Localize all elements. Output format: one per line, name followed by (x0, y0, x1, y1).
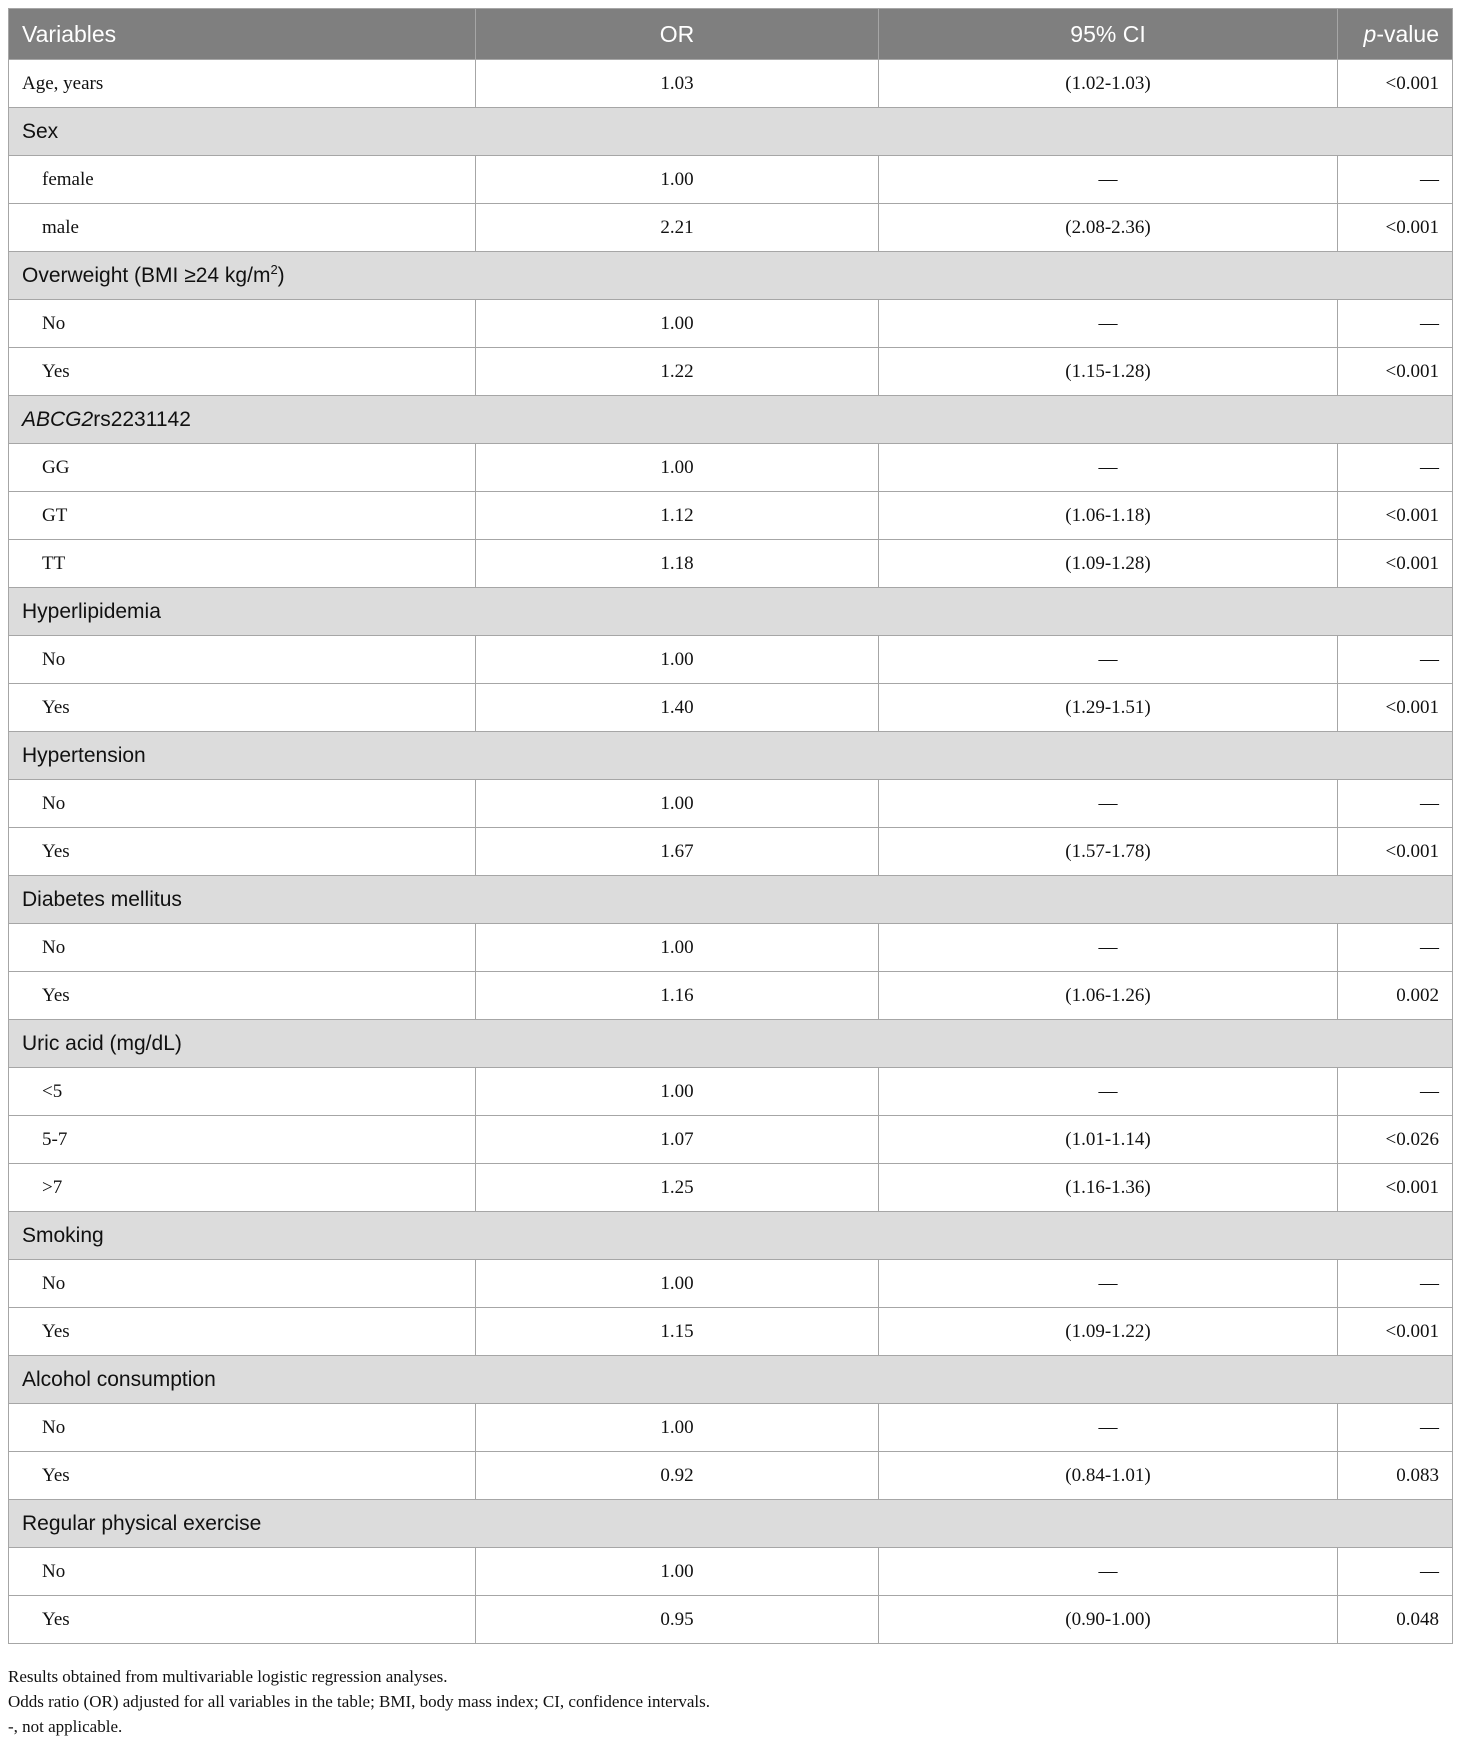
p-value-cell: — (1338, 1404, 1453, 1452)
variable-cell: Yes (9, 348, 476, 396)
variable-cell: Yes (9, 972, 476, 1020)
ci-cell: — (879, 636, 1338, 684)
variable-cell: Yes (9, 828, 476, 876)
variable-cell: female (9, 156, 476, 204)
group-header-row (9, 732, 1453, 780)
p-value-cell: — (1338, 924, 1453, 972)
group-label-superscript: 2 (270, 261, 278, 277)
header-variables: Variables (9, 9, 476, 60)
variable-cell: >7 (9, 1164, 476, 1212)
or-cell: 1.40 (476, 684, 879, 732)
ci-cell: (1.29-1.51) (879, 684, 1338, 732)
or-cell: 1.00 (476, 924, 879, 972)
ci-cell: (1.09-1.28) (879, 540, 1338, 588)
table-row (9, 1308, 1453, 1356)
table-row (9, 156, 1453, 204)
footnote-2: Odds ratio (OR) adjusted for all variables in the table; BMI, body mass index; CI, confidence intervals. (8, 1692, 711, 1711)
group-label (9, 1500, 1453, 1548)
group-label-suffix: ) (277, 263, 285, 287)
p-value-cell: — (1338, 636, 1453, 684)
ci-cell: — (879, 1548, 1338, 1596)
or-cell: 1.18 (476, 540, 879, 588)
p-value-cell: 0.048 (1338, 1596, 1453, 1644)
header-p-italic: p (1363, 20, 1377, 47)
p-value-cell: <0.001 (1338, 828, 1453, 876)
table-row (9, 1596, 1453, 1644)
or-cell: 1.25 (476, 1164, 879, 1212)
table-row (9, 540, 1453, 588)
or-cell: 1.03 (476, 60, 879, 108)
variable-cell: male (9, 204, 476, 252)
group-label-text: Hypertension (22, 743, 146, 767)
or-cell: 1.00 (476, 444, 879, 492)
or-cell: 0.95 (476, 1596, 879, 1644)
p-value-cell: — (1338, 780, 1453, 828)
variable-cell: No (9, 1260, 476, 1308)
or-cell: 1.00 (476, 156, 879, 204)
variable-cell: GT (9, 492, 476, 540)
group-label-text: Alcohol consumption (22, 1367, 216, 1391)
ci-cell: — (879, 1260, 1338, 1308)
ci-cell: — (879, 924, 1338, 972)
or-cell: 1.12 (476, 492, 879, 540)
group-label (9, 252, 1453, 300)
table-row (9, 1452, 1453, 1500)
variable-cell: TT (9, 540, 476, 588)
or-cell: 1.00 (476, 780, 879, 828)
ci-cell: — (879, 780, 1338, 828)
p-value-cell: <0.001 (1338, 540, 1453, 588)
p-value-cell: — (1338, 1260, 1453, 1308)
or-cell: 2.21 (476, 204, 879, 252)
group-header-row (9, 876, 1453, 924)
or-cell: 1.22 (476, 348, 879, 396)
group-label (9, 876, 1453, 924)
or-cell: 1.00 (476, 636, 879, 684)
variable-cell: Yes (9, 1308, 476, 1356)
footnote-1: Results obtained from multivariable logistic regression analyses. (8, 1667, 448, 1686)
p-value-cell: 0.002 (1338, 972, 1453, 1020)
p-value-cell: — (1338, 1068, 1453, 1116)
p-value-cell: — (1338, 156, 1453, 204)
group-header-row (9, 108, 1453, 156)
table-row (9, 444, 1453, 492)
results-table-container (8, 8, 1452, 1644)
ci-cell: (1.15-1.28) (879, 348, 1338, 396)
or-cell: 1.07 (476, 1116, 879, 1164)
group-label (9, 108, 1453, 156)
table-row (9, 60, 1453, 108)
group-label-text: Overweight (BMI ≥24 kg/m (22, 263, 271, 287)
group-label-text: Regular physical exercise (22, 1511, 262, 1535)
variable-cell: GG (9, 444, 476, 492)
table-row (9, 1404, 1453, 1452)
table-row (9, 780, 1453, 828)
variable-cell: No (9, 636, 476, 684)
ci-cell: — (879, 156, 1338, 204)
table-row (9, 972, 1453, 1020)
variable-cell: 5-7 (9, 1116, 476, 1164)
group-header-row (9, 252, 1453, 300)
table-row (9, 1068, 1453, 1116)
table-row (9, 492, 1453, 540)
or-cell: 1.00 (476, 1260, 879, 1308)
variable-cell: No (9, 1404, 476, 1452)
p-value-cell: <0.001 (1338, 204, 1453, 252)
or-cell: 1.00 (476, 1404, 879, 1452)
group-label-text: Uric acid (mg/dL) (22, 1031, 182, 1055)
ci-cell: (1.01-1.14) (879, 1116, 1338, 1164)
table-row (9, 1164, 1453, 1212)
group-label-text: Diabetes mellitus (22, 887, 182, 911)
group-label (9, 1212, 1453, 1260)
p-value-cell: — (1338, 1548, 1453, 1596)
group-label-text: Sex (22, 119, 59, 143)
ci-cell: — (879, 300, 1338, 348)
table-body (9, 60, 1453, 1644)
p-value-cell: 0.083 (1338, 1452, 1453, 1500)
p-value-cell: <0.001 (1338, 1164, 1453, 1212)
ci-cell: — (879, 444, 1338, 492)
table-row (9, 1548, 1453, 1596)
table-row (9, 204, 1453, 252)
or-cell: 1.16 (476, 972, 879, 1020)
variable-cell: Age, years (9, 60, 476, 108)
group-label-text: ABCG2 (22, 407, 94, 431)
or-cell: 1.15 (476, 1308, 879, 1356)
ci-cell: (1.06-1.26) (879, 972, 1338, 1020)
group-header-row (9, 1500, 1453, 1548)
odds-ratio-table (8, 8, 1453, 1644)
group-label (9, 732, 1453, 780)
table-row (9, 300, 1453, 348)
p-value-cell: — (1338, 444, 1453, 492)
p-value-cell: <0.001 (1338, 60, 1453, 108)
table-row (9, 1116, 1453, 1164)
ci-cell: (1.06-1.18) (879, 492, 1338, 540)
variable-cell: No (9, 780, 476, 828)
group-header-row (9, 588, 1453, 636)
table-row (9, 1260, 1453, 1308)
variable-cell: No (9, 924, 476, 972)
header-or: OR (476, 9, 879, 60)
table-row (9, 828, 1453, 876)
p-value-cell: <0.001 (1338, 1308, 1453, 1356)
ci-cell: (0.84-1.01) (879, 1452, 1338, 1500)
group-header-row (9, 1212, 1453, 1260)
or-cell: 0.92 (476, 1452, 879, 1500)
header-p-rest: -value (1376, 20, 1439, 47)
p-value-cell: <0.026 (1338, 1116, 1453, 1164)
table-row (9, 924, 1453, 972)
group-label (9, 1020, 1453, 1068)
table-row (9, 684, 1453, 732)
or-cell: 1.67 (476, 828, 879, 876)
ci-cell: (1.57-1.78) (879, 828, 1338, 876)
variable-cell: Yes (9, 684, 476, 732)
ci-cell: — (879, 1068, 1338, 1116)
or-cell: 1.00 (476, 1548, 879, 1596)
p-value-cell: — (1338, 300, 1453, 348)
group-label-text: Smoking (22, 1223, 104, 1247)
variable-cell: <5 (9, 1068, 476, 1116)
group-label (9, 1356, 1453, 1404)
group-header-row (9, 396, 1453, 444)
ci-cell: (2.08-2.36) (879, 204, 1338, 252)
group-label (9, 396, 1453, 444)
group-label (9, 588, 1453, 636)
variable-cell: No (9, 300, 476, 348)
variable-cell: No (9, 1548, 476, 1596)
p-value-cell: <0.001 (1338, 492, 1453, 540)
group-label-suffix: rs2231142 (93, 407, 191, 431)
p-value-cell: <0.001 (1338, 684, 1453, 732)
group-header-row (9, 1020, 1453, 1068)
ci-cell: (1.16-1.36) (879, 1164, 1338, 1212)
table-row (9, 348, 1453, 396)
or-cell: 1.00 (476, 300, 879, 348)
header-ci: 95% CI (879, 9, 1338, 60)
or-cell: 1.00 (476, 1068, 879, 1116)
group-label-text: Hyperlipidemia (22, 599, 161, 623)
ci-cell: — (879, 1404, 1338, 1452)
group-header-row (9, 1356, 1453, 1404)
variable-cell: Yes (9, 1596, 476, 1644)
ci-cell: (1.09-1.22) (879, 1308, 1338, 1356)
p-value-cell: <0.001 (1338, 348, 1453, 396)
ci-cell: (0.90-1.00) (879, 1596, 1338, 1644)
ci-cell: (1.02-1.03) (879, 60, 1338, 108)
header-p-value (1338, 9, 1453, 60)
table-row (9, 636, 1453, 684)
variable-cell: Yes (9, 1452, 476, 1500)
table-footnotes (8, 1664, 1452, 1739)
table-header-row (9, 9, 1453, 60)
footnote-3: -, not applicable. (8, 1717, 123, 1736)
